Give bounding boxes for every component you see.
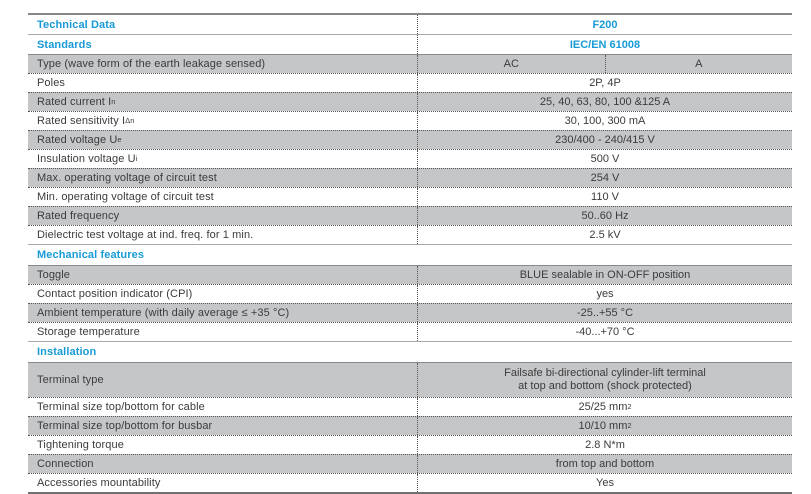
- row-storage-temperature: [28, 322, 792, 341]
- row-tightening-torque: [28, 435, 792, 454]
- row-value: yes: [417, 285, 792, 303]
- row-value: 25/25 mm 2: [417, 398, 792, 416]
- row-max-operating-voltage: [28, 168, 792, 187]
- section-title: Installation: [37, 346, 97, 358]
- row-value-split: [417, 55, 792, 73]
- row-value: 30, 100, 300 mA: [417, 112, 792, 130]
- row-terminal-size-cable: [28, 397, 792, 416]
- row-value: IEC/EN 61008: [417, 35, 792, 54]
- row-label: Terminal size top/bottom for cable: [37, 401, 205, 413]
- row-label: Rated frequency: [37, 210, 120, 222]
- row-insulation-voltage: [28, 149, 792, 168]
- product-family-value: F200: [417, 15, 792, 34]
- row-label: Dielectric test voltage at ind. freq. for 1 min.: [37, 229, 254, 241]
- technical-data-table: [28, 13, 792, 494]
- row-value: 2.8 N*m: [417, 436, 792, 454]
- row-toggle: [28, 265, 792, 284]
- row-type: [28, 54, 792, 73]
- row-value: 50..60 Hz: [417, 207, 792, 225]
- row-terminal-size-busbar: [28, 416, 792, 435]
- row-value: -40...+70 °C: [417, 323, 792, 341]
- row-technical-data: [28, 15, 792, 34]
- row-value: 2P, 4P: [417, 74, 792, 92]
- row-label: Terminal type: [37, 374, 104, 386]
- row-rated-voltage: [28, 130, 792, 149]
- row-value: from top and bottom: [417, 455, 792, 473]
- row-label: Type (wave form of the earth leakage sensed): [37, 58, 266, 70]
- row-label: Storage temperature: [37, 326, 140, 338]
- row-label: Ambient temperature (with daily average ≤ +35 °C): [37, 307, 290, 319]
- row-accessories-mountability: [28, 473, 792, 492]
- row-value-a: A: [605, 55, 793, 73]
- row-label: Tightening torque: [37, 439, 124, 451]
- row-label: Standards: [37, 38, 92, 51]
- row-dielectric-test: [28, 225, 792, 244]
- section-title: Mechanical features: [37, 249, 145, 261]
- row-value: 500 V: [417, 150, 792, 168]
- row-standards: [28, 34, 792, 54]
- row-value: 110 V: [417, 188, 792, 206]
- row-rated-frequency: [28, 206, 792, 225]
- row-value: Yes: [417, 474, 792, 492]
- row-value: 254 V: [417, 169, 792, 187]
- row-value: 10/10 mm 2: [417, 417, 792, 435]
- row-label: Rated voltage U e: [37, 134, 122, 146]
- row-connection: [28, 454, 792, 473]
- row-rated-current: [28, 92, 792, 111]
- row-value: BLUE sealable in ON-OFF position: [417, 266, 792, 284]
- row-label: Rated sensitivity I Δn: [37, 115, 135, 127]
- row-label: Accessories mountability: [37, 477, 161, 489]
- row-label: Max. operating voltage of circuit test: [37, 172, 217, 184]
- row-value: [417, 363, 792, 397]
- row-label: Insulation voltage U i: [37, 153, 138, 165]
- section-installation: [28, 341, 792, 362]
- row-value: -25..+55 °C: [417, 304, 792, 322]
- row-label: Poles: [37, 77, 66, 89]
- value-line-1: Failsafe bi-directional cylinder-lift terminal: [504, 367, 706, 379]
- row-value: 25, 40, 63, 80, 100 &125 A: [417, 93, 792, 111]
- row-poles: [28, 73, 792, 92]
- value-line-2: at top and bottom (shock protected): [518, 380, 692, 392]
- row-label: Terminal size top/bottom for busbar: [37, 420, 213, 432]
- row-label: Toggle: [37, 269, 71, 281]
- section-mechanical-features: [28, 244, 792, 265]
- row-value: 2.5 kV: [417, 226, 792, 244]
- row-label: Rated current I n: [37, 96, 116, 108]
- row-value: 230/400 - 240/415 V: [417, 131, 792, 149]
- row-min-operating-voltage: [28, 187, 792, 206]
- row-value-ac: AC: [503, 58, 519, 70]
- table-title: Technical Data: [37, 18, 116, 31]
- row-rated-sensitivity: [28, 111, 792, 130]
- row-label: Contact position indicator (CPI): [37, 288, 193, 300]
- row-label: Min. operating voltage of circuit test: [37, 191, 214, 203]
- row-label: Connection: [37, 458, 94, 470]
- row-cpi: [28, 284, 792, 303]
- row-ambient-temperature: [28, 303, 792, 322]
- row-terminal-type: [28, 362, 792, 397]
